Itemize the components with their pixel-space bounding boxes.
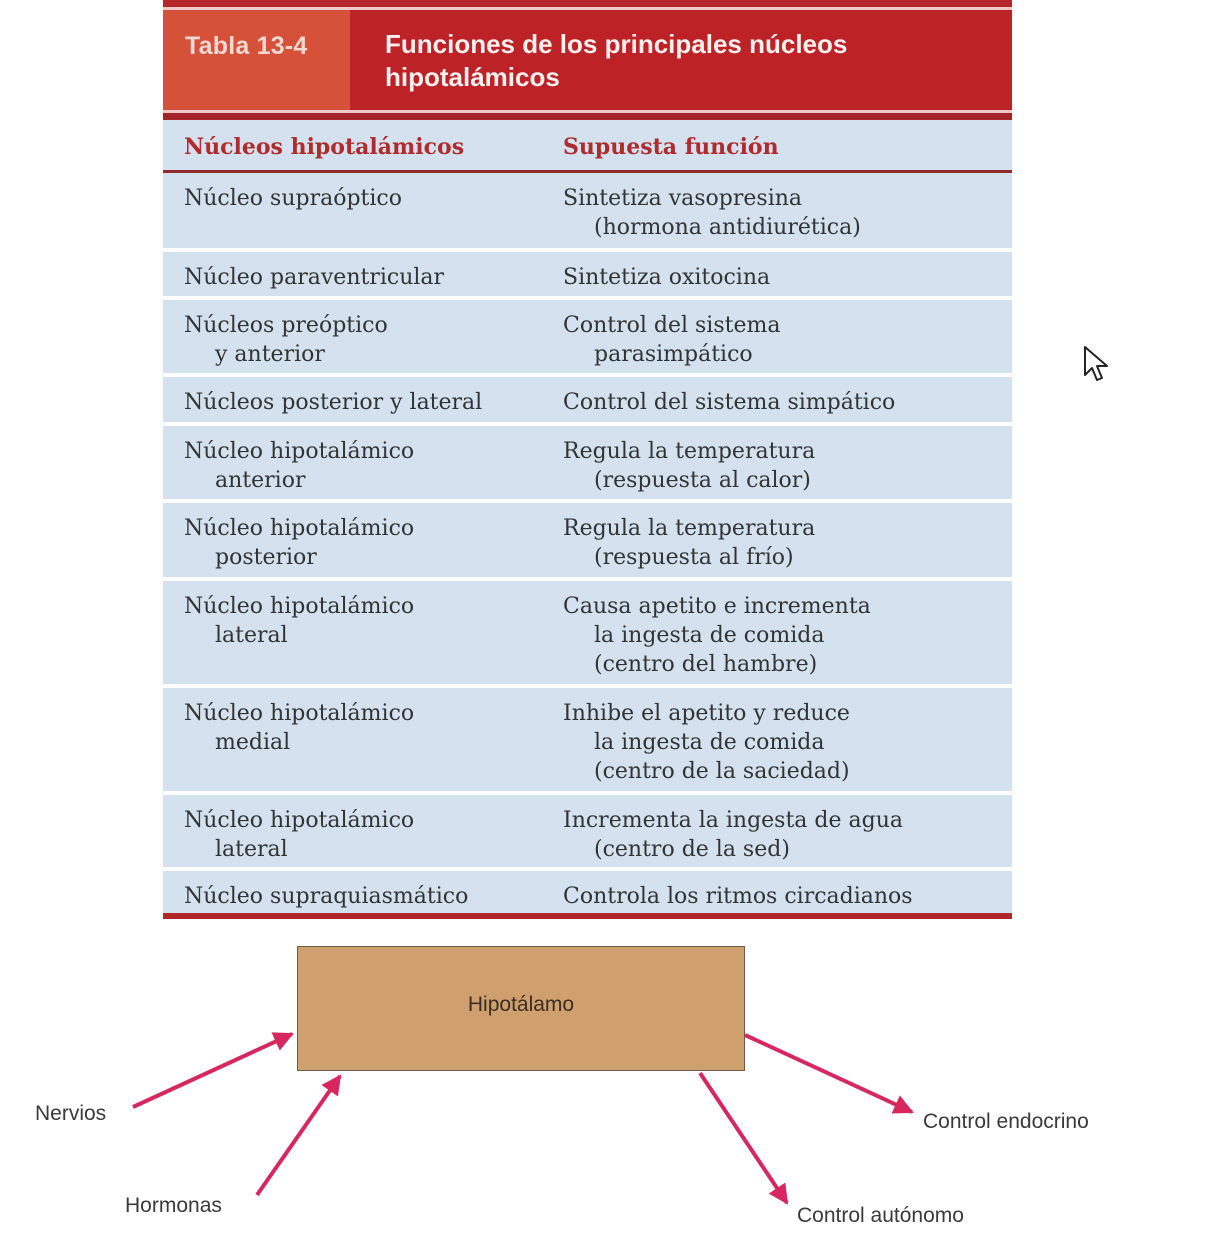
label-hormonas: Hormonas <box>125 1194 222 1217</box>
cell-function-line: Causa apetito e incrementa <box>563 594 871 619</box>
cell-function-line: Inhibe el apetito y reduce <box>563 701 850 726</box>
cell-nucleus-line: y anterior <box>215 342 325 367</box>
cell-nucleus-line: Núcleos preóptico <box>184 313 388 338</box>
cell-function-line: (centro de la sed) <box>594 837 790 862</box>
table-title-band <box>163 10 1012 110</box>
cell-function <box>563 806 1003 864</box>
cell-function-line: (centro del hambre) <box>594 652 818 677</box>
arrow-nervios <box>133 1034 292 1107</box>
table-label-box <box>163 10 350 110</box>
table-header-row <box>163 120 1012 173</box>
cell-function-line: (respuesta al calor) <box>594 468 811 493</box>
cell-nucleus-line: anterior <box>215 468 306 493</box>
cell-function-line: la ingesta de comida <box>594 623 825 648</box>
cell-nucleus-line: Núcleo paraventricular <box>184 265 445 290</box>
cell-function-line: Incrementa la ingesta de agua <box>563 808 903 833</box>
cell-function <box>563 514 1003 572</box>
cell-nucleus-line: Núcleo hipotalámico <box>184 439 415 464</box>
cell-nucleus <box>184 882 544 911</box>
cell-function-line: (centro de la saciedad) <box>594 759 850 784</box>
table-row <box>163 426 1012 499</box>
cell-nucleus <box>184 699 544 757</box>
cell-function-line: Control del sistema simpático <box>563 390 896 415</box>
hypothalamus-box <box>297 946 745 1071</box>
cell-nucleus <box>184 311 544 369</box>
cell-nucleus-line: lateral <box>215 837 288 862</box>
cell-nucleus-line: Núcleo hipotalámico <box>184 808 415 833</box>
top-rule <box>163 0 1012 7</box>
table-row <box>163 581 1012 684</box>
cell-function <box>563 311 1003 369</box>
cell-function <box>563 699 1003 786</box>
cell-function-line: Sintetiza vasopresina <box>563 186 803 211</box>
rule-dark <box>163 113 1012 120</box>
cell-nucleus <box>184 437 544 495</box>
table-row <box>163 300 1012 373</box>
cell-nucleus-line: Núcleo hipotalámico <box>184 516 415 541</box>
cell-function-line: (respuesta al frío) <box>594 545 794 570</box>
cell-function-line: la ingesta de comida <box>594 730 825 755</box>
hypothalamus-diagram <box>0 920 1224 1241</box>
cell-function-line: Regula la temperatura <box>563 516 816 541</box>
table-title: Funciones de los principales núcleos hipotalámicos <box>385 29 848 92</box>
cell-function-line: Regula la temperatura <box>563 439 816 464</box>
cell-function-line: parasimpático <box>594 342 753 367</box>
cell-nucleus <box>184 263 544 292</box>
cell-nucleus-line: Núcleo supraóptico <box>184 186 402 211</box>
cell-function <box>563 388 1003 417</box>
hypothalamus-label: Hipotálamo <box>467 993 575 1016</box>
cell-function <box>563 592 1003 679</box>
table-row <box>163 871 1012 913</box>
cell-nucleus-line: Núcleos posterior y lateral <box>184 390 483 415</box>
cell-function-line: Control del sistema <box>563 313 781 338</box>
cell-function <box>563 263 1003 292</box>
bottom-rule <box>163 913 1012 919</box>
table-row <box>163 688 1012 791</box>
table-row <box>163 377 1012 422</box>
table-row <box>163 795 1012 867</box>
table-label: Tabla 13-4 <box>185 32 308 60</box>
label-control-autonomo: Control autónomo <box>797 1204 964 1227</box>
hypothalamic-nuclei-table <box>163 0 1012 919</box>
cell-nucleus <box>184 806 544 864</box>
arrow-control-endocrino <box>745 1035 912 1112</box>
cell-nucleus-line: posterior <box>215 545 317 570</box>
cell-function <box>563 184 1003 242</box>
label-control-endocrino: Control endocrino <box>923 1110 1089 1133</box>
cell-nucleus <box>184 388 544 417</box>
cell-nucleus <box>184 514 544 572</box>
cell-nucleus-line: Núcleo supraquiasmático <box>184 884 469 909</box>
cell-function <box>563 437 1003 495</box>
column-header-nuclei: Núcleos hipotalámicos <box>184 134 465 160</box>
arrow-control-autonomo <box>700 1073 787 1203</box>
mouse-cursor-icon <box>1083 345 1115 387</box>
cell-nucleus <box>184 592 544 650</box>
cell-nucleus-line: Núcleo hipotalámico <box>184 701 415 726</box>
table-row <box>163 503 1012 577</box>
column-header-function: Supuesta función <box>563 134 779 160</box>
cell-function-line: Controla los ritmos circadianos <box>563 884 913 909</box>
cell-nucleus <box>184 184 544 213</box>
cell-function <box>563 882 1003 911</box>
cell-function-line: (hormona antidiurética) <box>594 215 861 240</box>
label-nervios: Nervios <box>35 1102 107 1125</box>
arrow-hormonas <box>257 1076 340 1195</box>
cell-nucleus-line: lateral <box>215 623 288 648</box>
table-row <box>163 173 1012 248</box>
cell-nucleus-line: medial <box>215 730 291 755</box>
table-row <box>163 252 1012 296</box>
table-body <box>163 173 1012 913</box>
cell-function-line: Sintetiza oxitocina <box>563 265 771 290</box>
cell-nucleus-line: Núcleo hipotalámico <box>184 594 415 619</box>
